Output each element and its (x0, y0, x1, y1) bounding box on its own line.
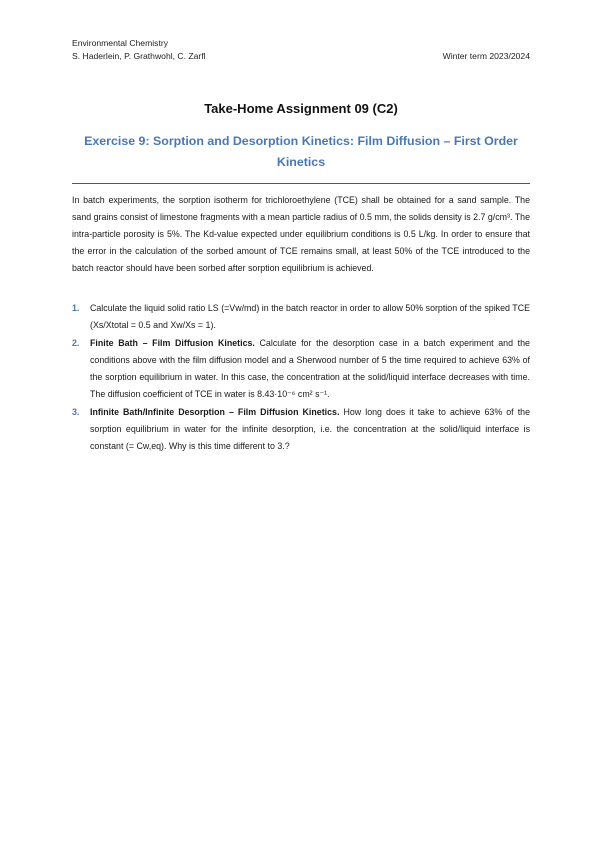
task-heading: Infinite Bath/Infinite Desorption – Film Diffusion Kinetics. (90, 407, 344, 417)
intro-paragraph: In batch experiments, the sorption isotherm for trichloroethylene (TCE) shall be obtained for a sand sample. The sand grains consist of limestone fragments with a mean particle radius of 0.5 mm, the solids density is 2.7 g/cm³. The intra-particle porosity is 5%. The Kd-value expected under equilibrium conditions is 0.5 L/kg. In order to ensure that the error in the calculation of the sorbed amount of TCE remains small, at least 50% of the TCE introduced to the batch reactor should have been sorbed after sorption equilibrium is achieved. (72, 195, 530, 273)
task-text: Calculate for the desorption case in a batch experiment and the conditions above with the film diffusion model and a Sherwood number of 5 the time required to achieve 63% of the sorption equilibrium in water. In this case, the concentration at the solid/liquid interface decreases with time. The diffusion coefficient of TCE in water is 8.43·10⁻⁶ cm² s⁻¹. (90, 338, 530, 399)
task-text: How long does it take to achieve 63% of the sorption equilibrium in water for the infinite desorption, i.e. the concentration at the solid/liquid interface is constant (= Cw,eq). Why is this time different to 3.? (90, 407, 530, 451)
term: Winter term 2023/2024 (442, 50, 530, 61)
task-number: 1. (72, 303, 80, 313)
task-item-2 (72, 335, 530, 403)
exercise-subtitle: Exercise 9: Sorption and Desorption Kinetics: Film Diffusion – First Order Kinetics (84, 134, 518, 169)
course-name: Environmental Chemistry (72, 38, 168, 48)
task-number: 2. (72, 338, 80, 348)
task-list (72, 300, 530, 456)
task-item-3 (72, 404, 530, 455)
task-heading: Finite Bath – Film Diffusion Kinetics. (90, 338, 260, 348)
assignment-title: Take-Home Assignment 09 (C2) (204, 101, 398, 116)
task-number: 3. (72, 407, 80, 417)
authors: S. Haderlein, P. Grathwohl, C. Zarfl (72, 50, 206, 61)
task-text: Calculate the liquid solid ratio LS (=Vw/md) in the batch reactor in order to allow 50% sorption of the spiked TCE (Xs/Xtotal = 0.5 and Xw/Xs = 1). (90, 303, 530, 330)
page-header (72, 37, 530, 62)
divider (72, 183, 530, 184)
task-item-1 (72, 300, 530, 334)
